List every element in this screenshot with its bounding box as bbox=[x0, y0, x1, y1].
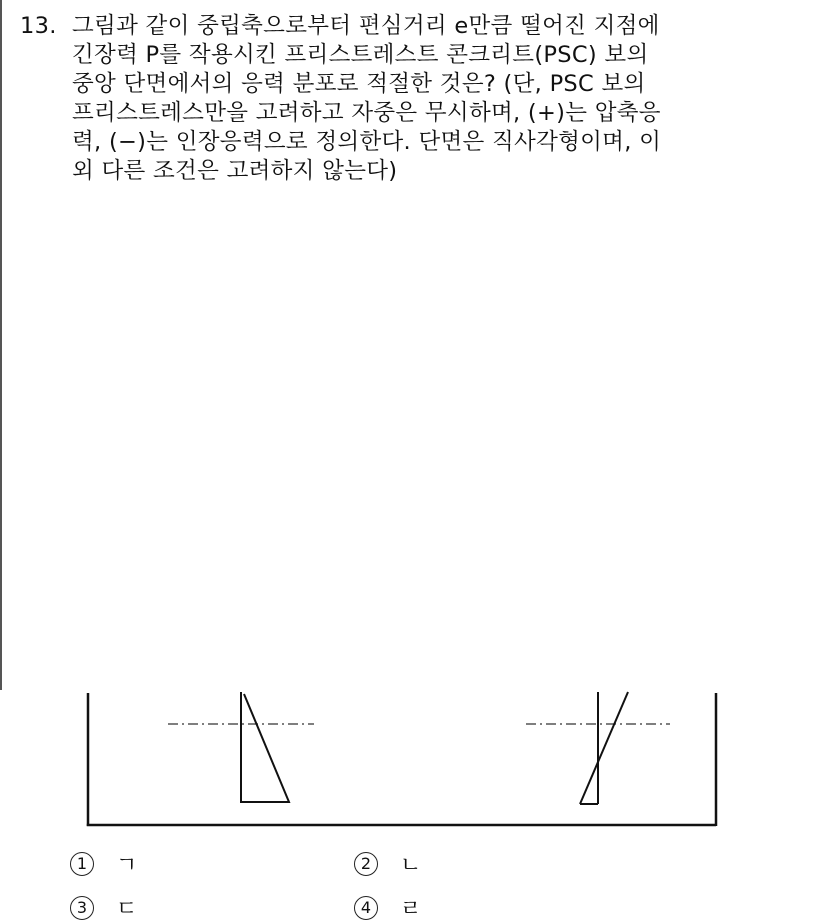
diagram-frame bbox=[87, 693, 716, 826]
option-3[interactable] bbox=[70, 892, 137, 923]
question-text-line-1: 그림과 같이 중립축으로부터 편심거리 e만큼 떨어진 지점에 bbox=[72, 13, 660, 39]
option-label: ㄷ bbox=[116, 897, 138, 922]
stress-diagram-right bbox=[526, 692, 670, 804]
option-number-circle: 4 bbox=[354, 896, 378, 920]
option-number-circle: 2 bbox=[354, 852, 378, 876]
stress-distribution-diagram bbox=[0, 690, 826, 830]
question-text-line-4: 프리스트레스만을 고려하고 자중은 무시하며, (+)는 압축응 bbox=[72, 100, 661, 126]
question-text-line-6: 외 다른 조건은 고려하지 않는다) bbox=[72, 158, 398, 184]
option-4[interactable] bbox=[354, 892, 421, 923]
question-number: 13. bbox=[20, 13, 57, 39]
option-label: ㄹ bbox=[400, 897, 422, 922]
question-block bbox=[20, 12, 810, 186]
page-left-rule bbox=[0, 0, 2, 690]
option-number-circle: 1 bbox=[70, 852, 94, 876]
question-text-line-5: 력, (−)는 인장응력으로 정의한다. 단면은 직사각형이며, 이 bbox=[72, 129, 662, 155]
question-line bbox=[20, 12, 810, 41]
question-text-line-3: 중앙 단면에서의 응력 분포로 적절한 것은? (단, PSC 보의 bbox=[72, 71, 646, 97]
option-label: ㄴ bbox=[400, 853, 422, 878]
option-1[interactable] bbox=[70, 848, 137, 879]
stress-profile-right bbox=[580, 692, 628, 804]
stress-diagram-left bbox=[168, 692, 314, 802]
option-label: ㄱ bbox=[116, 853, 138, 878]
question-text-line-2: 긴장력 P를 작용시킨 프리스트레스트 콘크리트(PSC) 보의 bbox=[72, 42, 649, 68]
option-number-circle: 3 bbox=[70, 896, 94, 920]
option-2[interactable] bbox=[354, 848, 421, 879]
stress-profile-left bbox=[241, 692, 289, 802]
